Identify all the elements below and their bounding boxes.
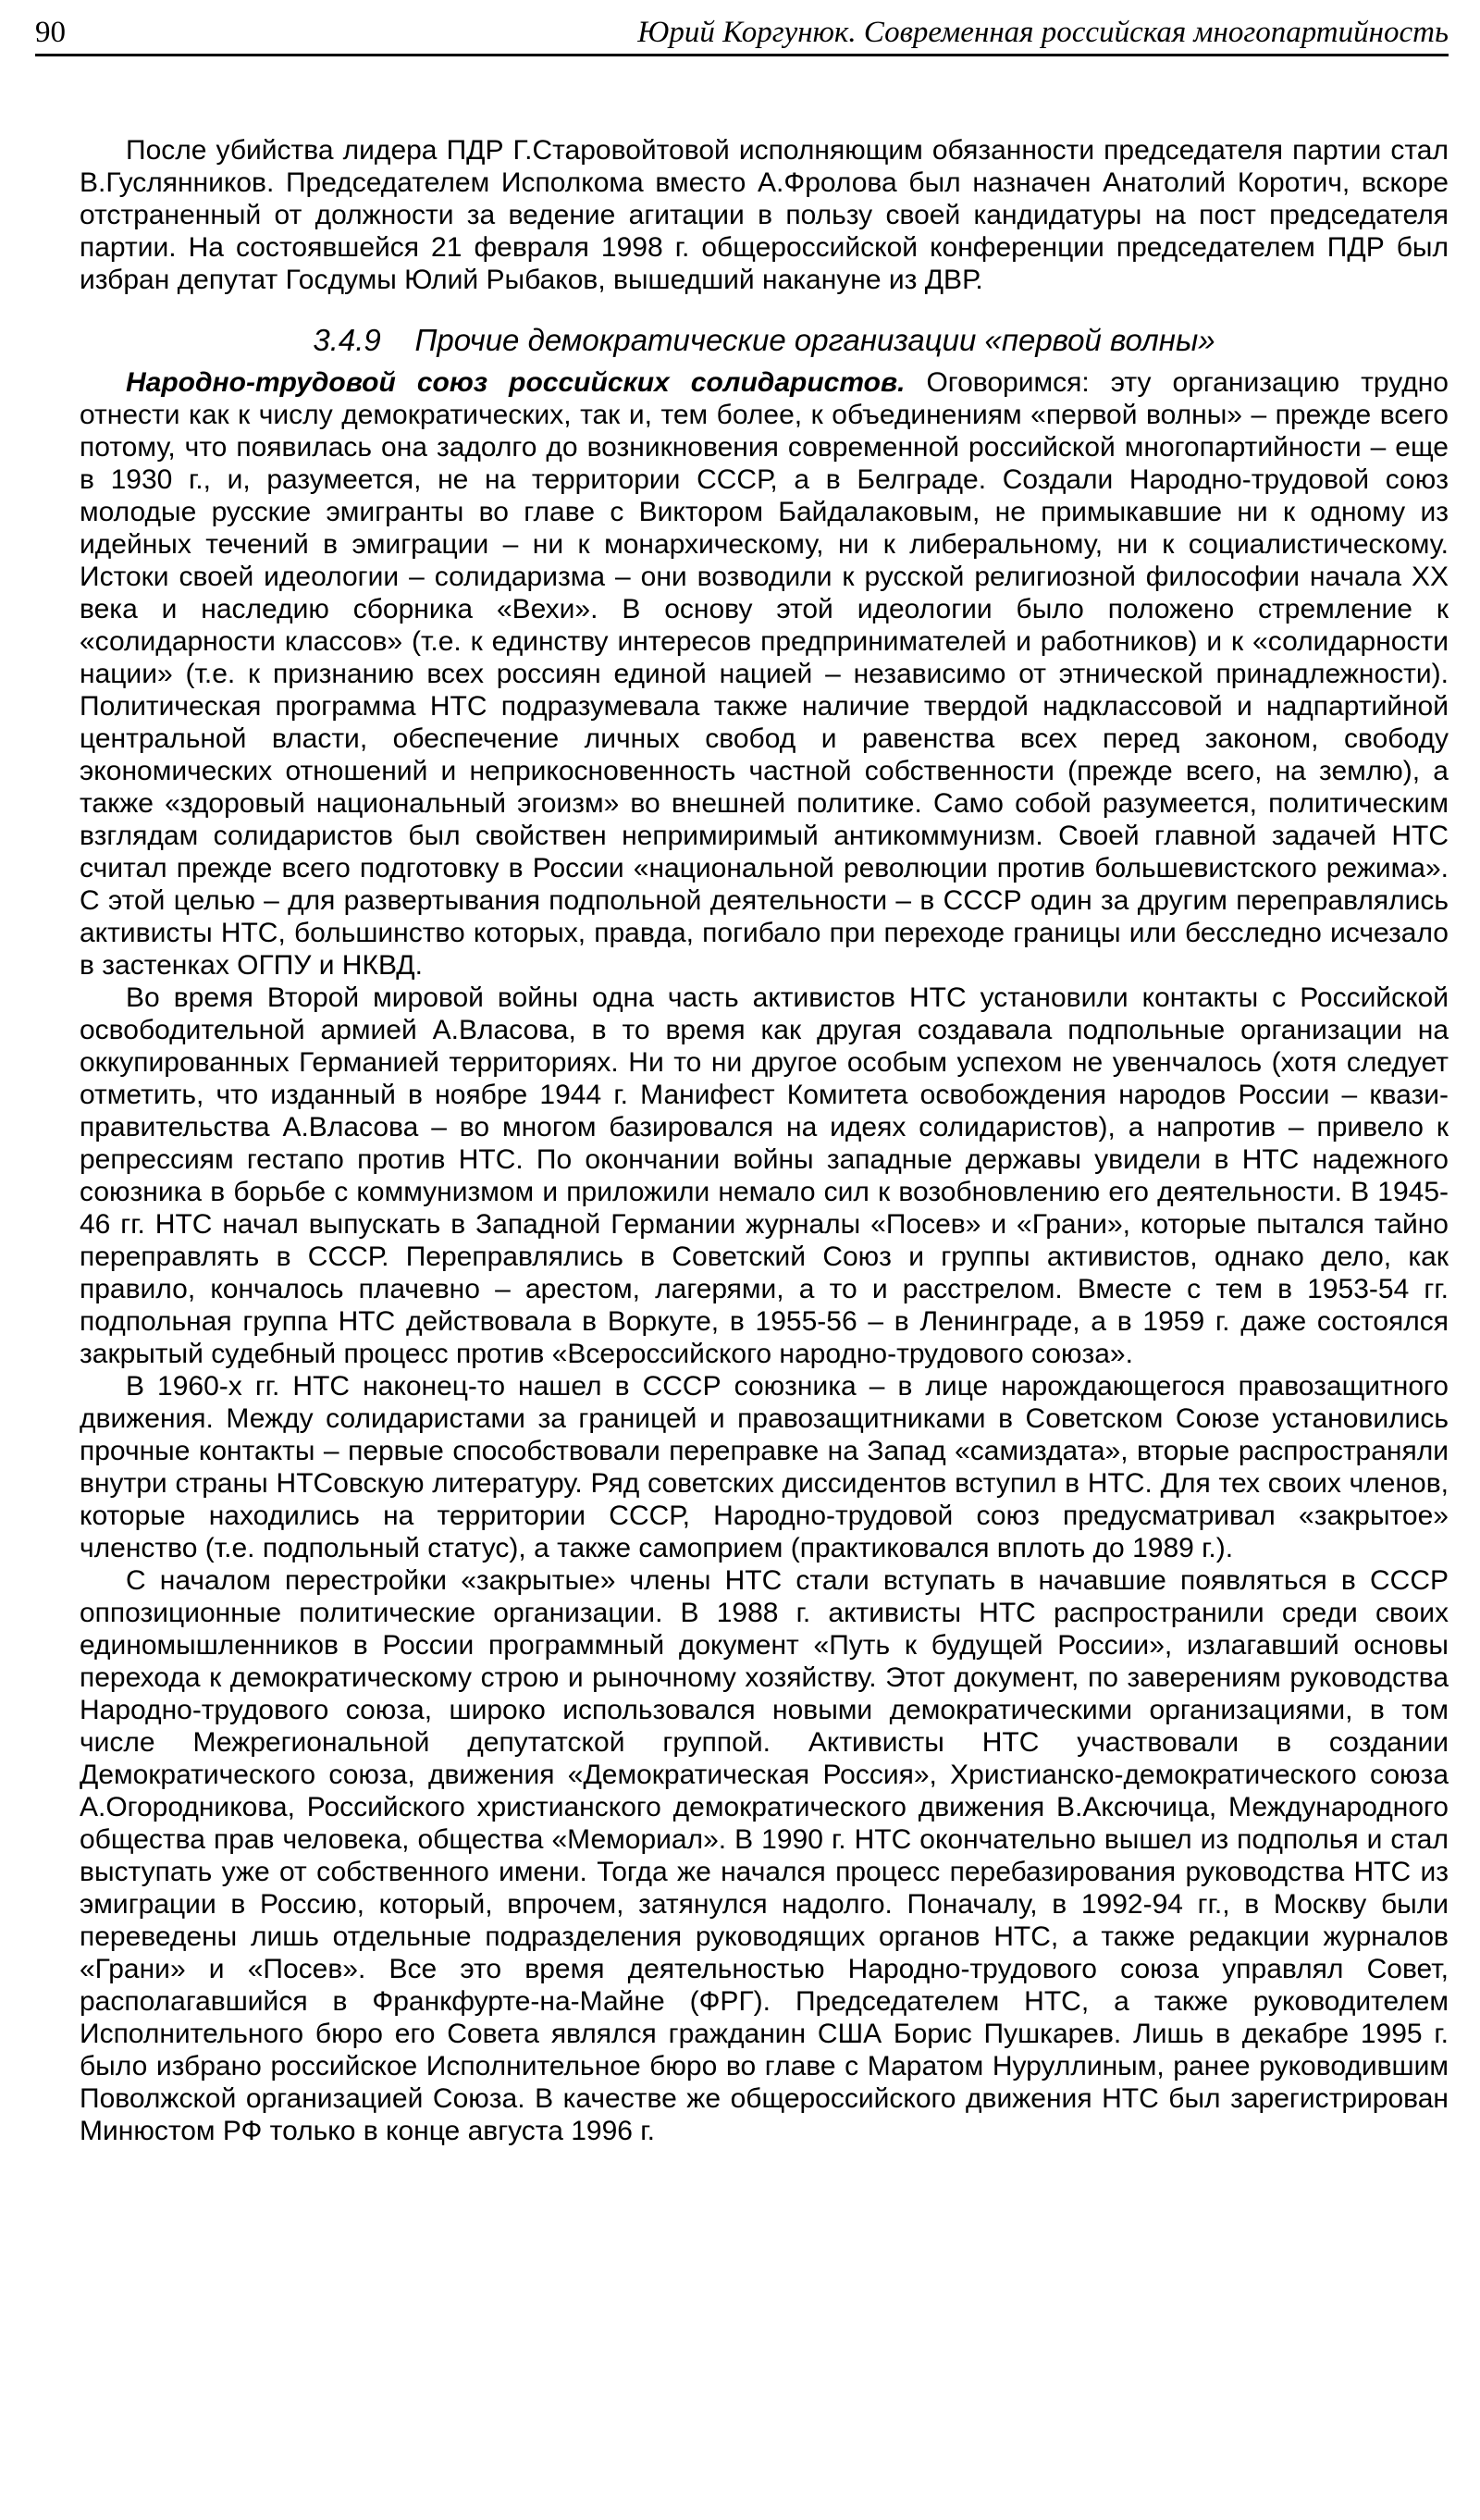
page-number: 90 [35,16,66,49]
page-body [35,134,1449,2147]
section-number: 3.4.9 [313,323,381,357]
section-title: Прочие демократические организации «первой волны» [414,323,1215,357]
running-header [35,11,1449,56]
paragraph-lead-phrase: Народно-трудовой союз российских солидаристов. [126,367,906,398]
paragraph: С началом перестройки «закрытые» члены НТС стали вступать в начавшие появляться в СССР оппозиционные политические организации. В 1988 г. активисты НТС распространили среди своих единомышленников в России программный документ «Путь к будущей России», излагавший основы перехода к демократическому строю и рыночному хозяйству. Этот документ, по заверениям руководства Народно-трудового союза, широко использовался новыми демократическими организациями, в том числе Межрегиональной депутатской группой. Активисты НТС участвовали в создании Демократического союза, движения «Демократическая Россия», Христианско-демократического союза А.Огородникова, Российского христианского демократического движения В.Аксючица, Международного общества прав человека, общества «Мемориал». В 1990 г. НТС окончательно вышел из подполья и стал выступать уже от собственного имени. Тогда же начался процесс перебазирования руководства НТС из эмиграции в Россию, который, впрочем, затянулся надолго. Поначалу, в 1992-94 гг., в Москву были переведены лишь отдельные подразделения руководящих органов НТС, а также редакции журналов «Грани» и «Посев». Все это время деятельностью Народно-трудового союза управлял Совет, располагавшийся в Франкфурте-на-Майне (ФРГ). Председателем НТС, а также руководителем Исполнительного бюро его Совета являлся гражданин США Борис Пушкарев. Лишь в декабре 1995 г. было избрано российское Исполнительное бюро во главе с Маратом Нуруллиным, ранее руководившим Поволжской организацией Союза. В качестве же общероссийского движения НТС был зарегистрирован Минюстом РФ только в конце августа 1996 г. [80,1565,1449,2146]
running-title: Юрий Коргунюк. Современная российская многопартийность [637,16,1449,49]
lead-paragraph [80,366,1449,982]
paragraph: В 1960-х гг. НТС наконец-то нашел в СССР союзника – в лице нарождающегося правозащитного движения. Между солидаристами за границей и правозащитниками в Советском Союзе установились прочные контакты – первые способствовали переправке на Запад «самиздата», вторые распространяли внутри страны НТСовскую литературу. Ряд советских диссидентов вступил в НТС. Для тех своих членов, которые находились на территории СССР, Народно-трудовой союз предусматривал «закрытое» членство (т.е. подпольный статус), а также самоприем (практиковался вплоть до 1989 г.). [80,1371,1449,1563]
section-heading [80,322,1449,359]
paragraph: Во время Второй мировой войны одна часть активистов НТС установили контакты с Российской освободительной армией А.Власова, в то время как другая создавала подпольные организации на оккупированных Германией территориях. Ни то ни другое особым успехом не увенчалось (хотя следует отметить, что изданный в ноябре 1944 г. Манифест Комитета освобождения народов России – квази-правительства А.Власова – во многом базировался на идеях солидаристов), а напротив – привело к репрессиям гестапо против НТС. По окончании войны западные державы увидели в НТС надежного союзника в борьбе с коммунизмом и приложили немало сил к возобновлению его деятельности. В 1945-46 гг. НТС начал выпускать в Западной Германии журналы «Посев» и «Грани», которые пытался тайно переправлять в СССР. Переправлялись в Советский Союз и группы активистов, однако дело, как правило, кончалось плачевно – арестом, лагерями, а то и расстрелом. Вместе с тем в 1953-54 гг. подпольная группа НТС действовала в Воркуте, в 1955-56 – в Ленинграде, а в 1959 г. даже состоялся закрытый судебный процесс против «Всероссийского народно-трудового союза». [80,982,1449,1369]
paragraph: После убийства лидера ПДР Г.Старовойтовой исполняющим обязанности председателя партии стал В.Гуслянников. Председателем Исполкома вместо А.Фролова был назначен Анатолий Коротич, вскоре отстраненный от должности за ведение агитации в пользу своей кандидатуры на пост председателя партии. На состоявшейся 21 февраля 1998 г. общероссийской конференции председателем ПДР был избран депутат Госдумы Юлий Рыбаков, вышедший накануне из ДВР. [80,135,1449,295]
book-page [35,11,1449,2147]
paragraph-text: Оговоримся: эту организацию трудно отнести как к числу демократических, так и, тем более, к объединениям «первой волны» – прежде всего потому, что появилась она задолго до возникновения современной российской многопартийности – еще в 1930 г., и, разумеется, не на территории СССР, а в Белграде. Создали Народно-трудовой союз молодые русские эмигранты во главе с Виктором Байдалаковым, не примыкавшие ни к одному из идейных течений в эмиграции – ни к монархическому, ни к либеральному, ни к социалистическому. Истоки своей идеологии – солидаризма – они возводили к русской религиозной философии начала XX века и наследию сборника «Вехи». В основу этой идеологии было положено стремление к «солидарности классов» (т.е. к единству интересов предпринимателей и работников) и к «солидарности нации» (т.е. к признанию всех россиян единой нацией – независимо от этнической принадлежности). Политическая программа НТС подразумевала также наличие твердой надклассовой и надпартийной центральной власти, обеспечение личных свобод и равенства всех перед законом, свободу экономических отношений и неприкосновенность частной собственности (прежде всего, на землю), а также «здоровый национальный эгоизм» во внешней политике. Само собой разумеется, политическим взглядам солидаристов был свойствен непримиримый антикоммунизм. Своей главной задачей НТС считал прежде всего подготовку в России «национальной революции против большевистского режима». С этой целью – для развертывания подпольной деятельности – в СССР один за другим переправлялись активисты НТС, большинство которых, правда, погибало при переходе границы или бесследно исчезало в застенках ОГПУ и НКВД. [80,367,1449,981]
